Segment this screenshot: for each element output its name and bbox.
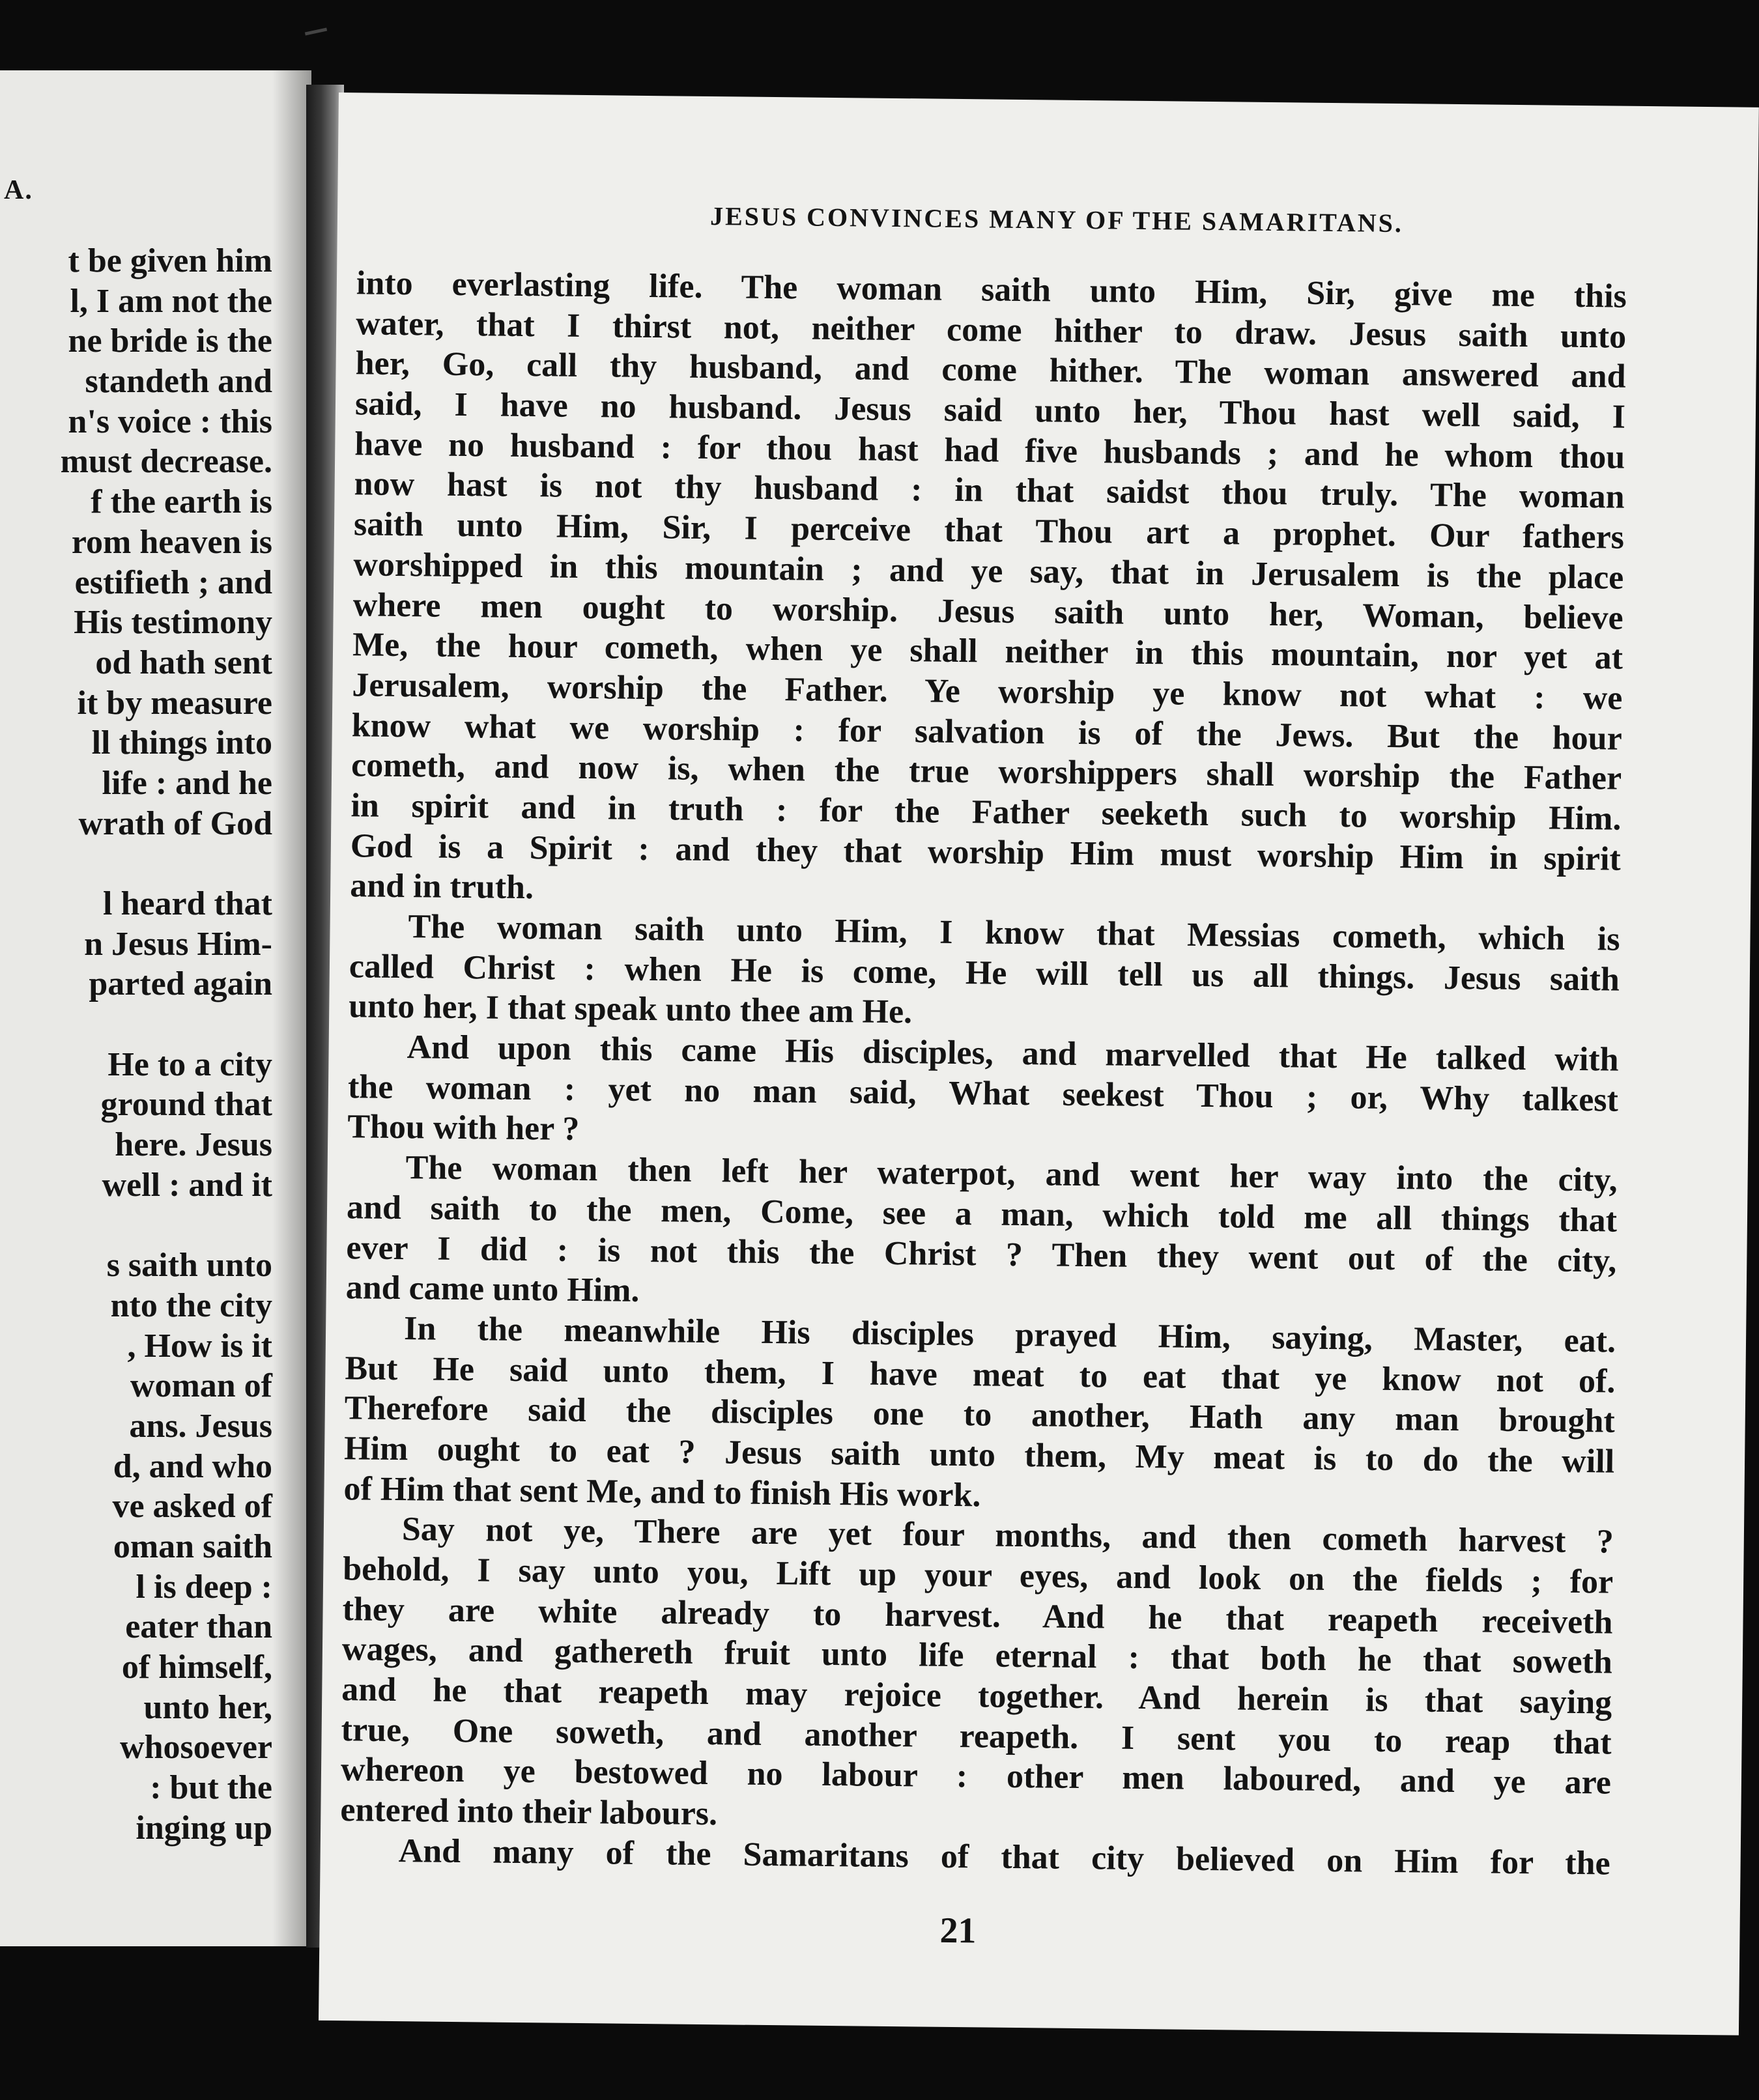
text-line: Thou with her ? bbox=[347, 1108, 580, 1148]
text-line: and came unto Him. bbox=[345, 1269, 640, 1310]
text-line: Therefore said the disciples one to another, Hath any man brought bbox=[344, 1389, 1616, 1440]
scan-mark bbox=[305, 28, 327, 36]
page-curl-shadow bbox=[272, 70, 311, 1946]
text-line: entered into their labours. bbox=[340, 1791, 718, 1833]
text-line: unto her, I that speak unto thee am He. bbox=[349, 987, 913, 1031]
text-line: the woman : yet no man said, What seekest Thou ; or, Why talkest bbox=[347, 1068, 1619, 1119]
text-line: Say not ye, There are yet four months, and then cometh harvest ? bbox=[401, 1511, 1614, 1561]
left-text-line: inging up bbox=[136, 1809, 272, 1847]
left-text-line: ne bride is the bbox=[68, 322, 272, 360]
left-page-text bbox=[0, 241, 272, 1849]
text-line: In the meanwhile His disciples prayed Him, saying, Master, eat. bbox=[403, 1310, 1616, 1360]
text-line: And upon this came His disciples, and marvelled that He talked with bbox=[407, 1029, 1619, 1079]
left-text-line: of himself, bbox=[121, 1649, 272, 1686]
left-text-line: eater than bbox=[125, 1608, 272, 1646]
left-text-line: life : and he bbox=[102, 764, 272, 802]
text-line: in spirit and in truth : for the Father seeketh such to worship Him. bbox=[350, 787, 1622, 838]
text-line: But He said unto them, I have meat to eat that ye know not of. bbox=[345, 1349, 1616, 1400]
left-text-line: ans. Jesus bbox=[129, 1407, 272, 1445]
text-line: know what we worship : for salvation is of the Jews. But the hour bbox=[351, 706, 1623, 758]
text-line: now hast is not thy husband : in that saidst thou truly. The woman bbox=[354, 465, 1625, 517]
text-line: water, that I thirst not, neither come hither to draw. Jesus saith unto bbox=[355, 304, 1627, 356]
left-text-line: woman of bbox=[130, 1367, 272, 1405]
left-text-line: His testimony bbox=[74, 604, 272, 642]
running-head: JESUS CONVINCES MANY OF THE SAMARITANS. bbox=[709, 201, 1404, 238]
left-text-line: parted again bbox=[89, 965, 272, 1003]
left-text-line: : but the bbox=[150, 1769, 272, 1807]
text-line: cometh, and now is, when the true worshippers shall worship the Father bbox=[350, 746, 1622, 797]
left-text-line: l, I am not the bbox=[70, 282, 272, 320]
text-line: behold, I say unto you, Lift up your eyes, and look on the fields ; for bbox=[342, 1550, 1614, 1601]
text-line: Him ought to eat ? Jesus saith unto them, My meat is to do the will bbox=[343, 1430, 1615, 1481]
left-text-line bbox=[0, 1206, 272, 1246]
left-text-line: ve asked of bbox=[112, 1488, 272, 1525]
left-text-line: here. Jesus bbox=[115, 1126, 272, 1164]
text-line: they are white already to harvest. And he that reapeth receiveth bbox=[342, 1590, 1613, 1641]
text-line: saith unto Him, Sir, I perceive that Thou art a prophet. Our fathers bbox=[353, 505, 1625, 556]
text-line: And many of the Samaritans of that city believed on Him for the bbox=[398, 1832, 1610, 1882]
left-text-line: od hath sent bbox=[95, 644, 272, 681]
left-text-line: rom heaven is bbox=[71, 523, 272, 561]
left-text-line: l heard that bbox=[103, 885, 272, 922]
text-line: and he that reapeth may rejoice together. And herein is that saying bbox=[341, 1671, 1612, 1722]
page-number: 21 bbox=[939, 1910, 977, 1951]
left-text-line: standeth and bbox=[85, 363, 272, 401]
left-text-line: wrath of God bbox=[78, 804, 272, 842]
left-text-line: He to a city bbox=[107, 1045, 272, 1083]
left-text-line bbox=[0, 844, 272, 884]
left-text-line: n Jesus Him- bbox=[84, 925, 272, 963]
text-line: God is a Spirit : and they that worship Him must worship Him in spirit bbox=[350, 827, 1622, 878]
left-text-line bbox=[0, 1004, 272, 1045]
text-line: Jerusalem, worship the Father. Ye worship ye know not what : we bbox=[352, 666, 1623, 717]
text-line: and in truth. bbox=[349, 867, 534, 907]
text-line: called Christ : when He is come, He will tell us all things. Jesus saith bbox=[349, 947, 1620, 999]
text-line: whereon ye bestowed no labour : other men laboured, and ye are bbox=[340, 1751, 1612, 1802]
left-page bbox=[0, 70, 311, 1946]
text-line: said, I have no husband. Jesus said unto her, Thou hast well said, I bbox=[354, 385, 1626, 436]
text-line: of Him that sent Me, and to finish His work. bbox=[343, 1469, 981, 1514]
left-text-line: nto the city bbox=[110, 1286, 272, 1324]
left-text-line: estifieth ; and bbox=[74, 563, 272, 601]
text-line: have no husband : for thou hast had five husbands ; and he whom thou bbox=[354, 425, 1625, 476]
text-line: her, Go, call thy husband, and come hither. The woman answered and bbox=[355, 345, 1626, 396]
left-text-line: t be given him bbox=[68, 242, 272, 279]
left-text-line: ground that bbox=[100, 1086, 272, 1124]
text-line: The woman then left her waterpot, and went her way into the city, bbox=[405, 1149, 1618, 1199]
left-text-line: whosoever bbox=[120, 1729, 272, 1767]
left-text-line: , How is it bbox=[127, 1327, 272, 1365]
left-text-line: d, and who bbox=[113, 1447, 272, 1485]
left-text-line: it by measure bbox=[77, 684, 272, 722]
left-text-line: unto her, bbox=[143, 1688, 272, 1726]
left-text-line: l is deep : bbox=[136, 1568, 272, 1606]
body-text bbox=[339, 263, 1627, 1884]
text-line: wages, and gathereth fruit unto life eternal : that both he that soweth bbox=[341, 1630, 1613, 1681]
left-text-line: ll things into bbox=[91, 724, 272, 762]
left-text-line: f the earth is bbox=[91, 483, 272, 521]
left-text-line: must decrease. bbox=[60, 443, 272, 481]
left-text-line: oman saith bbox=[113, 1528, 272, 1565]
text-line: The woman saith unto Him, I know that Messias cometh, which is bbox=[408, 908, 1620, 958]
text-line: where men ought to worship. Jesus saith unto her, Woman, believe bbox=[352, 586, 1623, 637]
text-line: true, One soweth, and another reapeth. I sent you to reap that bbox=[341, 1710, 1612, 1762]
right-page bbox=[319, 92, 1759, 2036]
left-page-header: A. bbox=[4, 175, 33, 205]
text-line: into everlasting life. The woman saith unto Him, Sir, give me this bbox=[356, 264, 1627, 315]
text-line: and saith to the men, Come, see a man, which told me all things that bbox=[346, 1189, 1618, 1240]
left-text-line: s saith unto bbox=[106, 1247, 272, 1284]
left-text-line: n's voice : this bbox=[68, 403, 272, 440]
left-text-line: well : and it bbox=[102, 1166, 272, 1204]
text-line: worshipped in this mountain ; and ye say, that in Jerusalem is the place bbox=[353, 546, 1624, 597]
text-line: Me, the hour cometh, when ye shall neither in this mountain, nor yet at bbox=[352, 626, 1623, 677]
text-line: ever I did : is not this the Christ ? Then they went out of the city, bbox=[346, 1228, 1617, 1280]
